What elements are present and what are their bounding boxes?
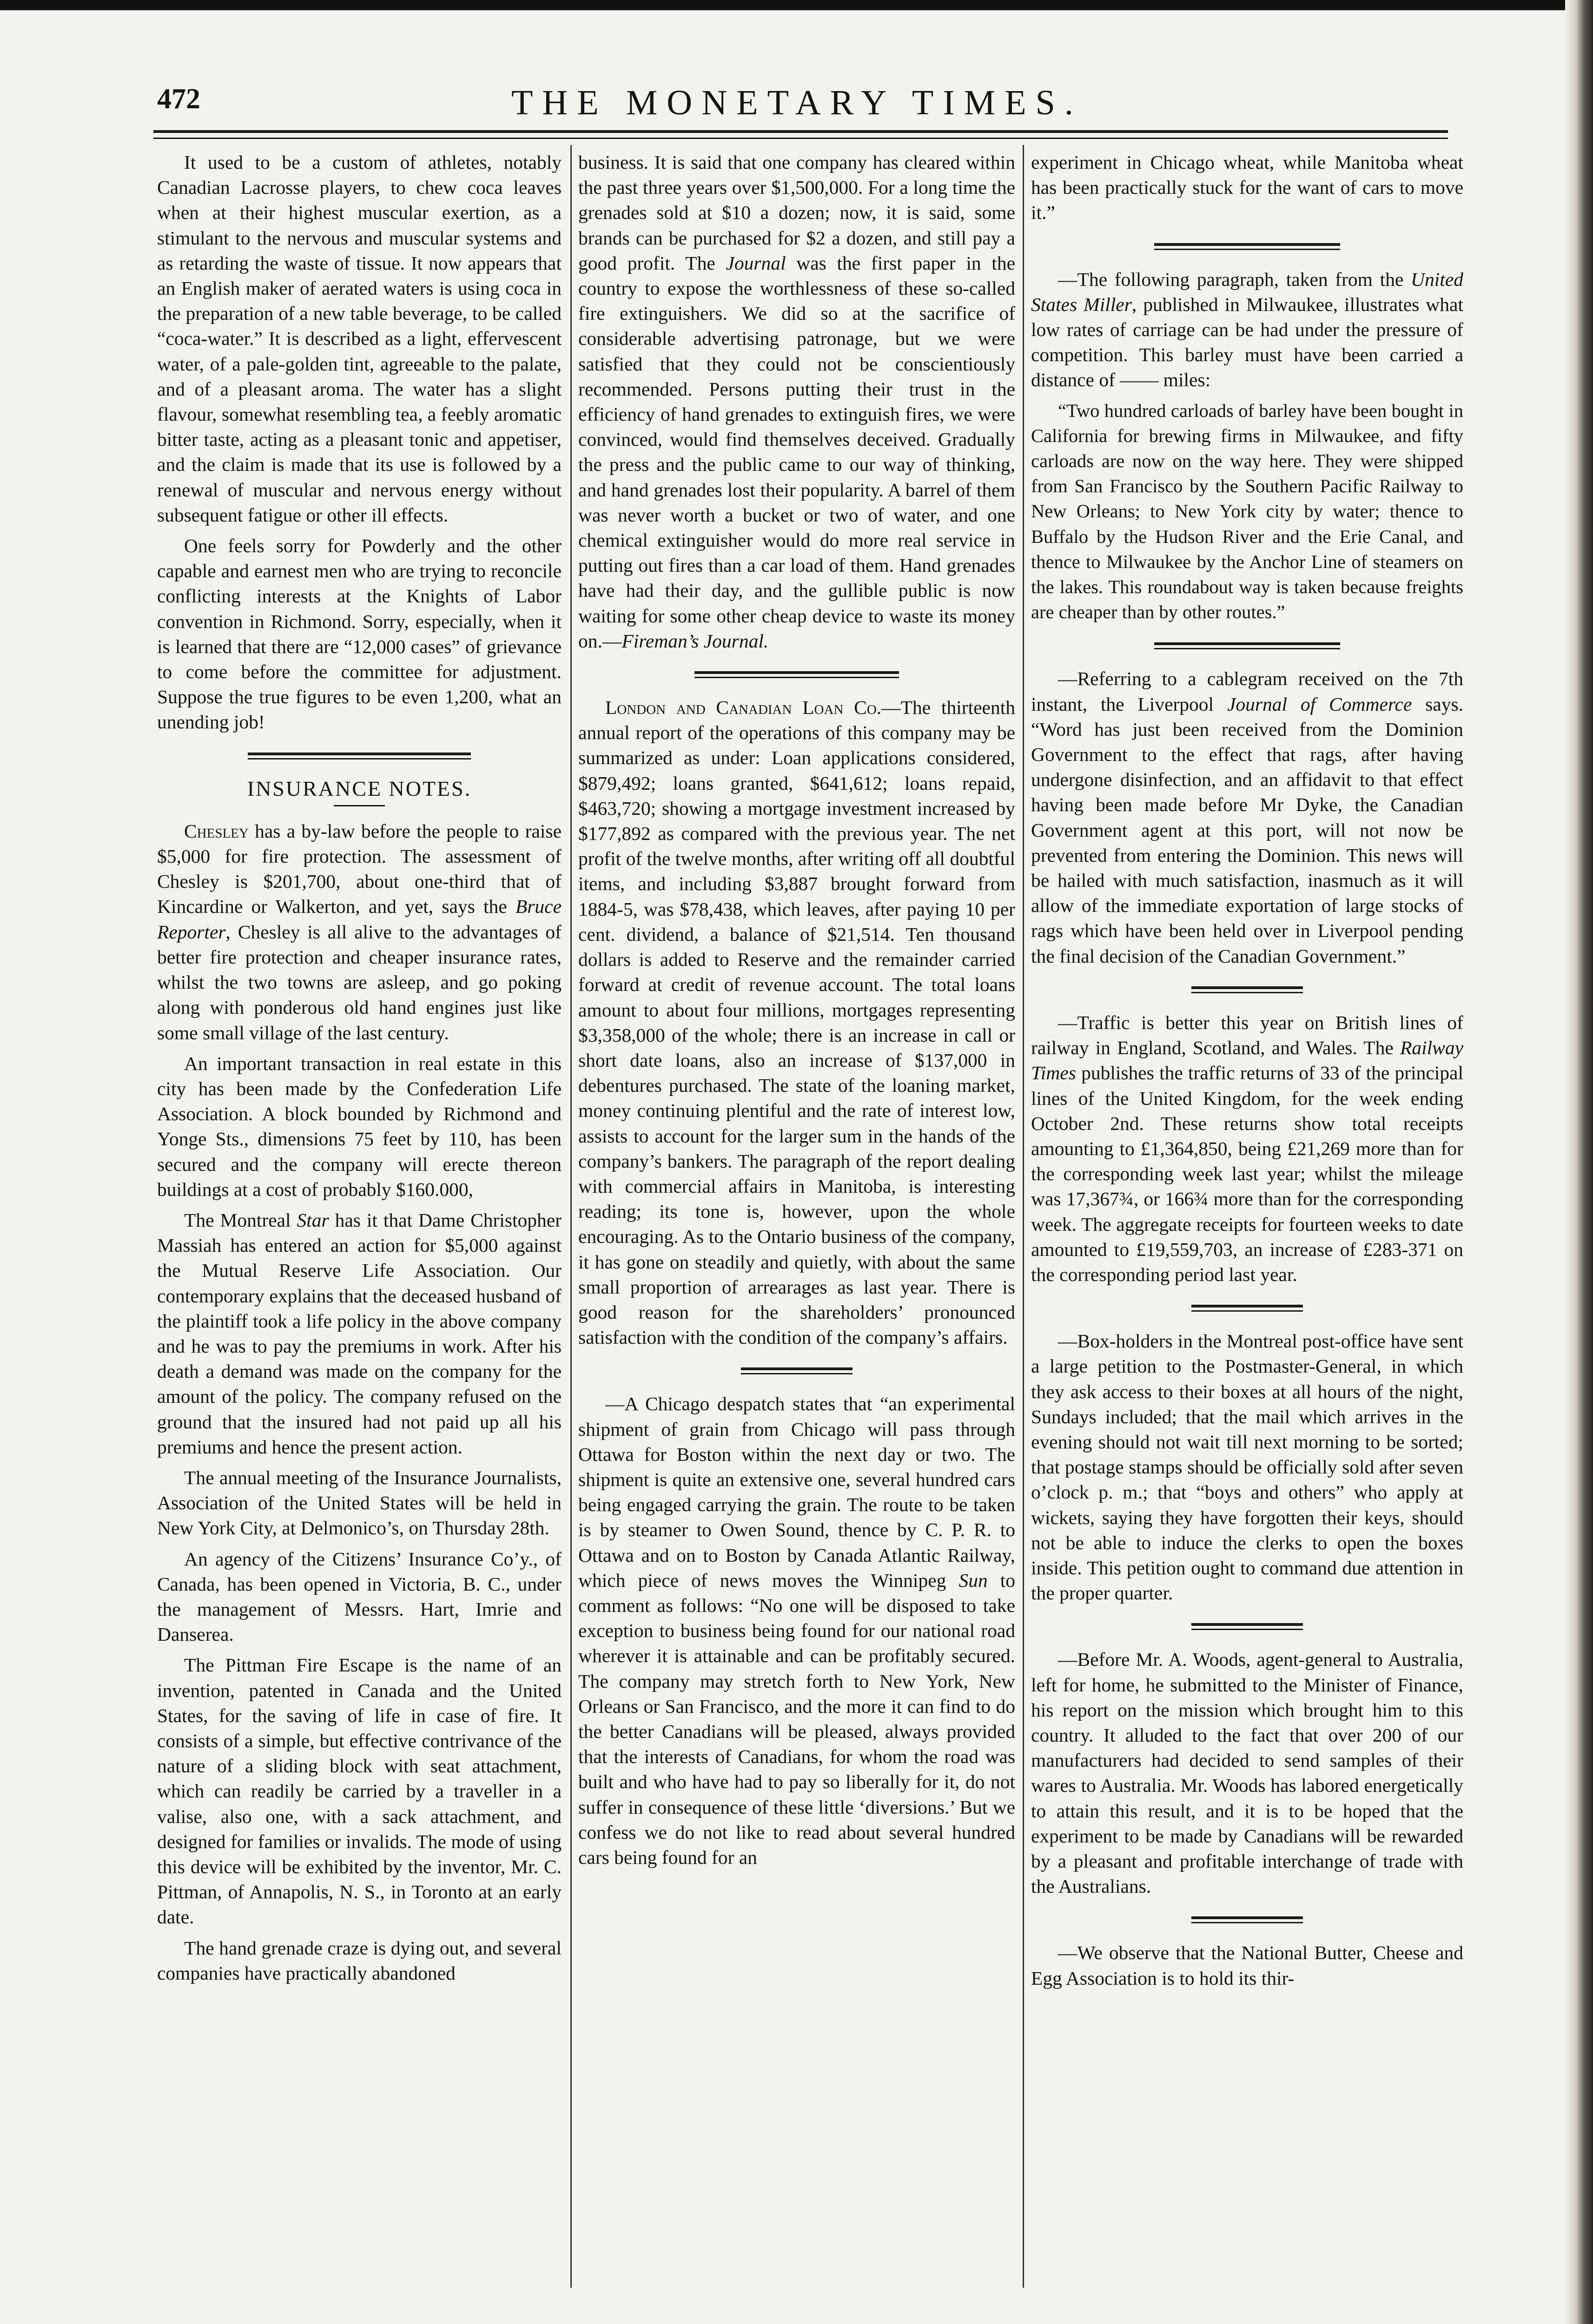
grenade-text-a: business. It is said that one company has cleared within the past three years over $1,500,000. For a long time the grenades sold at $10 a dozen; now, it is said, some brands can be purchased for $2 a dozen, and still pay a good profit. The <box>578 152 1015 274</box>
column-divider-1 <box>570 145 572 2288</box>
massiah-text-a: The Montreal <box>184 1209 291 1231</box>
article-london-canadian-loan <box>578 695 1015 1350</box>
scan-right-edge <box>1565 0 1593 2324</box>
section-separator <box>248 753 471 759</box>
article-woods-australia: —Before Mr. A. Woods, agent-general to Australia, left for home, he submitted to the Minister of Finance, his report on the mission which brought him to this country. It alluded to the fact that over 200 of our manufacturers had decided to send samples of their wares to Australia. Mr. Woods has labored energetically to attain this result, and it is to be hoped that the experiment to be made by Canadians will be rewarded by a pleasant and profitable interchange of trade with the Australians. <box>1031 1649 1463 1897</box>
header-rule-thick <box>153 130 1448 133</box>
article-butter-cheese-egg: —We observe that the National Butter, Cheese and Egg Association is to hold its thir- <box>1031 1942 1463 1989</box>
article-chesley <box>157 819 562 1045</box>
article-powderly: One feels sorry for Powderly and the other capable and earnest men who are trying to reconcile conflicting interests at the Knights of Labor convention in Richmond. Sorry, especially, when it is learned that there are “12,000 cases” of grievance to come before the committee for adjustment. Suppose the true figures to be even 1,200, what an unending job! <box>157 535 562 733</box>
header-rule-thin <box>153 138 1448 139</box>
massiah-text-b: has it that Dame Christopher Massiah has entered an action for $5,000 against the Mutual Reserve Life Association. Our contemporary explains that the deceased husband of the plaintiff took a life policy in the above company and he was to pay the premiums in work. After his death a demand was made on the company for the amount of the policy. The company refused on the ground that the insured had not paid up all his premiums and hence the present action. <box>157 1209 562 1458</box>
traffic-source: Railway Times <box>1031 1037 1463 1084</box>
chesley-lead: Chesley <box>184 820 249 842</box>
traffic-text-b: publishes the traffic returns of 33 of the principal lines of the United Kingdom, for the week ending October 2nd. These returns show total receipts amounting to £1,364,850, being £21,269 more than for the corresponding week last year; whilst the mileage was 17,367¾, or 166¾ more than for the corresponding week. The aggregate receipts for fourteen weeks to date amounted to £19,559,703, an increase of £283-371 on the corresponding period last year. <box>1031 1062 1463 1285</box>
traffic-text-a: —Traffic is better this year on British lines of railway in England, Scotland, and Wales. The <box>1031 1011 1463 1059</box>
article-coca-water: It used to be a custom of athletes, notably Canadian Lacrosse players, to chew coca leaves when at their highest muscular exertion, as a stimulant to the nervous and muscular systems and as retarding the waste of tissue. It now appears that an English maker of aerated waters is using coca in the preparation of a new table beverage, to be called “coca-water.” It is described as a light, effervescent water, of a pale-golden tint, agreeable to the palate, and of a pleasant aroma. The water has a slight flavour, somewhat resembling tea, a feebly aromatic bitter taste, acting as a pleasant tonic and appetiser, and the claim is made that its use is followed by a renewal of muscular and nervous energy without subsequent fatigue or other ill effects. <box>157 152 562 526</box>
section-separator-short <box>1191 1916 1303 1923</box>
section-separator-short <box>1191 986 1303 993</box>
rags-text-b: says. “Word has just been received from the Dominion Government to the effect that rags, after having undergone disinfection, and an affidavit to that effect having been made before Mr Dyke, the Canadian Government agent at this port, will not now be prevented from entering the Dominion. This news will be hailed with much satisfaction, inasmuch as it will allow of the immediate exportation of large stocks of rags which have been held over in Liverpool pending the final decision of the Canadian Government.” <box>1031 693 1463 967</box>
column-divider-2 <box>1023 145 1024 2288</box>
article-british-railway-traffic <box>1031 1010 1463 1287</box>
article-chicago-grain <box>578 1391 1015 1870</box>
article-montreal-post-office: —Box-holders in the Montreal post-office have sent a large petition to the Postmaster-General, in which they ask access to their boxes at all hours of the night, Sundays included; that the mail which arrives in the evening should not wait till next morning to be sorted; that postage stamps should be officially sold after seven o’clock p. m.; that “boys and others” who apply at wickets, saying they have forgotten their keys, should not be able to induce the clerks to open the boxes inside. This petition ought to command due attention in the proper quarter. <box>1031 1330 1463 1604</box>
barley-text-b: , published in Milwaukee, illustrates what low rates of carriage can be had under the pressure of competition. This barley must have been carried a distance of —— miles: <box>1031 293 1463 391</box>
barley-text-a: —The following paragraph, taken from the <box>1058 268 1404 290</box>
scan-top-border <box>0 0 1593 10</box>
barley-quote: “Two hundred carloads of barley have been bought in California for brewing firms in Milwaukee, and fifty carloads are now on the way here. They were shipped from San Francisco by the Southern Pacific Railway to New Orleans; to New York city by water; thence to Buffalo by the Hudson River and the Erie Canal, and thence to Milwaukee by the Anchor Line of steamers on the lakes. This roundabout way is taken because freights are cheaper than by other routes.” <box>1031 400 1463 623</box>
article-confederation-life: An important transaction in real estate in this city has been made by the Confederation Life Association. A block bounded by Richmond and Yonge Sts., dimensions 75 feet by 110, has been secured and the company will erecte thereon buildings at a cost of probably $160.000, <box>157 1052 562 1200</box>
grenade-credit: Fireman’s Journal. <box>621 630 769 652</box>
chesley-text-b: , Chesley is all alive to the advantages of better fire protection and cheaper insurance rates, whilst the two towns are asleep, and go poking along with ponderous old hand engines just like some small village of the last century. <box>157 921 562 1043</box>
insurance-notes-heading: INSURANCE NOTES. <box>247 776 472 800</box>
barley-source: United States Miller <box>1031 268 1463 315</box>
article-pittman-fire-escape: The Pittman Fire Escape is the name of an invention, patented in Canada and the United States, for the saving of life in case of fire. It consists of a simple, but effective contrivance of the nature of a sliding block with seat attachment, which can readily be carried by a traveller in a valise, also one, with a sack attachment, and designed for families or invalids. The mode of using this device will be exhibited by the inventor, Mr. C. Pittman, of Annapolis, N. S., in Toronto at an early date. <box>157 1654 562 1928</box>
column-1 <box>157 150 562 2288</box>
chesley-text-a: has a by-law before the people to raise $5,000 for fire protection. The assessment of Chesley is $201,700, about one-third that of Kincardine or Walkerton, and yet, says the <box>157 820 562 918</box>
grenade-text-b: was the first paper in the country to expose the worthlessness of these so-called fire extinguishers. We did so at the sacrifice of considerable advertising patronage, but we were satisfied that they could not be conscientiously recommended. Persons putting their trust in the efficiency of hand grenades to extinguish fires, we were convinced, would find themselves deceived. Gradually the press and the public came to our way of thinking, and hand grenades lost their popularity. A barrel of them was never worth a bucket or two of water, and one chemical extinguisher would do more real service in putting out fires than a car load of them. Hand grenades have had their day, and the gullible public is now waiting for some other cheap device to waste its money on.— <box>578 252 1015 652</box>
article-insurance-journalists: The annual meeting of the Insurance Journalists, Association of the United States will be held in New York City, at Delmonico’s, on Thursday 28th. <box>157 1466 562 1539</box>
column-3 <box>1031 150 1463 2288</box>
article-barley-carriage <box>1031 267 1463 393</box>
page-number: 472 <box>157 83 200 115</box>
loan-text: —The thirteenth annual report of the operations of this company may be summarized as under: Loan applications considered, $879,492; loans granted, $641,612; loans repaid, $463,720; showing a mortgage investment increased by $177,892 as compared with the previous year. The net profit of the twelve months, after writing off all doubtful items, and including $3,887 brought forward from 1884-5, was $78,438, which leaves, after paying 10 per cent. dividend, a balance of $21,514. Ten thousand dollars is added to Reserve and the remainder carried forward at credit of revenue account. The total loans amount to about four millions, mortgages representing $3,358,000 of the whole; there is an increase in call or short date loans, also an increase of $137,000 in debentures purchased. The state of the loaning market, money continuing plentiful and the rate of interest low, assists to account for the larger sum in the hands of the company’s bankers. The paragraph of the report dealing with commercial affairs in Manitoba, is interesting reading; its tone is, however, upon the whole encouraging. As to the Ontario business of the company, it has gone on steadily and quietly, with about the same small proportion of arrearages as last year. There is good reason for the shareholders’ pronounced satisfaction with the condition of the company’s affairs. <box>578 697 1015 1348</box>
article-hand-grenade: The hand grenade craze is dying out, and several companies have practically abandoned <box>157 1937 562 1984</box>
chicago-source: Sun <box>958 1569 988 1591</box>
column-2 <box>578 150 1015 2288</box>
rags-text-a: —Referring to a cablegram received on the 7th instant, the Liverpool <box>1031 668 1463 715</box>
article-chicago-cont: experiment in Chicago wheat, while Manitoba wheat has been practically stuck for the want of cars to move it.” <box>1031 152 1463 224</box>
chicago-text-b: to comment as follows: “No one will be disposed to take exception to business being found for our national road wherever it is attainable and can be profitably secured. The company may stretch forth to New York, New Orleans or San Francisco, and the more it can find to do the better Canadians will be pleased, always provided that the interests of Canadians, for whom the road was built and who have had to pay so liberally for it, do not suffer in consequence of these little ‘diversions.’ But we confess we do not like to read about several hundred cars being found for an <box>578 1569 1015 1868</box>
rags-source: Journal of Commerce <box>1227 693 1412 715</box>
section-separator-short <box>741 1367 853 1374</box>
heading-rule <box>334 805 385 806</box>
section-separator <box>1154 642 1340 649</box>
article-citizens-insurance: An agency of the Citizens’ Insurance Co’y., of Canada, has been opened in Victoria, B. C., under the management of Messrs. Hart, Imrie and Danserea. <box>157 1548 562 1645</box>
chicago-text-a: —A Chicago despatch states that “an experimental shipment of grain from Chicago will pass through Ottawa for Boston within the next day or two. The shipment is quite an extensive one, several hundred cars being engaged carrying the grain. The route to be taken is by steamer to Owen Sound, thence by C. P. R. to Ottawa and on to Boston by Canada Atlantic Railway, which piece of news moves the Winnipeg <box>578 1393 1015 1591</box>
section-separator-short <box>1191 1305 1303 1312</box>
chesley-source: Bruce Reporter <box>157 896 562 943</box>
massiah-source: Star <box>297 1209 329 1231</box>
masthead-title: THE MONETARY TIMES. <box>511 83 1083 122</box>
section-separator-short <box>1191 1623 1303 1630</box>
article-rags-import <box>1031 666 1463 968</box>
loan-lead: London and Canadian Loan Co. <box>605 697 882 719</box>
grenade-journal: Journal <box>726 252 786 274</box>
section-separator <box>1154 243 1340 250</box>
article-hand-grenade-cont <box>578 150 1015 654</box>
article-massiah <box>157 1208 562 1459</box>
section-separator <box>694 671 899 678</box>
